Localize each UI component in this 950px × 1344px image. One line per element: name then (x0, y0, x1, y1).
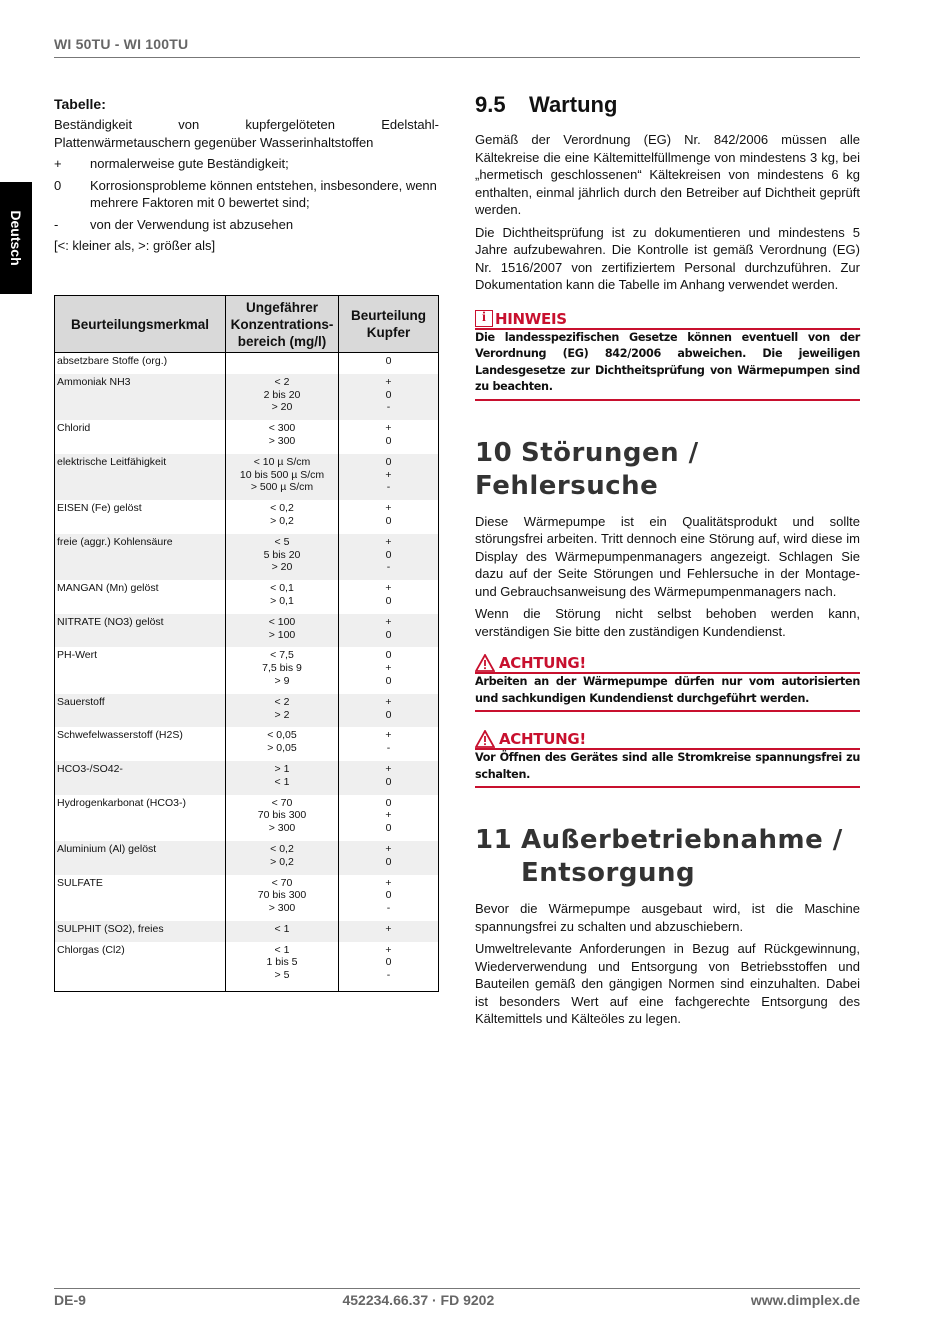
criterion-label: Chlorid (57, 422, 91, 435)
range-cell (226, 647, 339, 693)
paragraph: Die Dichtheitsprüfung ist zu dokumentieren und mindestens 5 Jahre aufzubewahren. Die Kontrolle ist gemäß Verordnung (EG) Nr. 1516/2007 von zertifiziertem Personal durchzuführen. Zur Dokumentation kann die Tabelle im Anhang verwendet werden. (475, 224, 860, 292)
range-cell (226, 420, 339, 454)
range-value: > 0,2 (270, 514, 294, 527)
chapter-10-heading (475, 437, 860, 503)
rating-value: 0 (385, 388, 392, 401)
range-value: > 5 (274, 969, 290, 982)
paragraph: Bevor die Wärmepumpe ausgebaut wird, ist die Maschine spannungsfrei zu schalten und abzuschiebern. (475, 901, 860, 934)
rating-value: + (385, 695, 392, 708)
legend-symbol: 0 (54, 177, 62, 193)
rating-value: 0 (385, 822, 392, 835)
criterion-cell (55, 353, 226, 374)
criterion-label: Chlorgas (Cl2) (57, 943, 125, 956)
page-footer (54, 1288, 860, 1308)
rating-value: 0 (385, 649, 392, 662)
range-cell (226, 942, 339, 992)
table-header-row (55, 296, 439, 353)
range-value: > 100 (268, 628, 296, 641)
range-cell (226, 694, 339, 728)
rating-value: 0 (385, 674, 392, 687)
notice-label: ACHTUNG! (499, 730, 586, 748)
range-value: > 20 (271, 401, 293, 414)
range-cell (226, 875, 339, 921)
rating-value: + (385, 842, 392, 855)
chapter-number: 10 (475, 437, 513, 468)
range-value: < 10 µ S/cm (253, 455, 311, 468)
rating-cell (339, 841, 439, 875)
range-value: > 9 (274, 674, 290, 687)
rating-cell (339, 580, 439, 614)
notice-header (475, 310, 860, 330)
range-value: > 20 (271, 561, 293, 574)
legend-item (54, 155, 439, 173)
range-value: 70 bis 300 (257, 889, 307, 902)
paragraph: Umweltrelevante Anforderungen in Bezug auf Rückgewinnung, Wiederverwendung und Entsorgung von Betriebsstoffen und Bauteilen gemäß den gängigen Normen sind einzuhalten. Dabei ist besonders Wert auf eine fachgerechte Entsorgung des Kältemittels und Kälteöles zu legen. (475, 941, 860, 1026)
criterion-cell (55, 761, 226, 795)
rating-value: 0 (385, 548, 392, 561)
rating-cell (339, 795, 439, 841)
criterion-cell (55, 534, 226, 580)
criterion-cell (55, 500, 226, 534)
rating-value: + (385, 468, 392, 481)
legend-symbol: + (54, 156, 62, 171)
criterion-cell (55, 942, 226, 992)
criterion-label: Aluminium (Al) gelöst (57, 842, 157, 855)
range-value: > 0,2 (270, 855, 294, 868)
rating-value: - (386, 561, 391, 574)
range-value: < 70 (271, 876, 293, 889)
criterion-cell (55, 727, 226, 761)
rating-cell (339, 727, 439, 761)
rating-value: + (385, 502, 392, 515)
table-row (55, 921, 439, 942)
table-row (55, 420, 439, 454)
table-row (55, 942, 439, 992)
water-resistance-table (54, 295, 439, 992)
table-heading: Tabelle: (54, 96, 106, 112)
section-number: 9.5 (475, 92, 506, 117)
criterion-cell (55, 795, 226, 841)
table-row (55, 727, 439, 761)
range-value: > 300 (268, 902, 296, 915)
range-cell (226, 795, 339, 841)
criterion-label: Sauerstoff (57, 695, 105, 708)
hinweis-notice (475, 310, 860, 401)
rating-cell (339, 921, 439, 942)
criterion-label: SULPHIT (SO2), freies (57, 922, 164, 935)
left-column (54, 94, 439, 255)
criterion-label: HCO3-/SO42- (57, 762, 123, 775)
achtung-warning (475, 730, 860, 788)
table-row (55, 500, 439, 534)
range-cell (226, 921, 339, 942)
rating-value: 0 (385, 455, 392, 468)
chapter-title-continued: Entsorgung (521, 858, 696, 888)
range-value: 1 bis 5 (266, 956, 298, 969)
rating-value: 0 (385, 775, 392, 788)
rating-value: 0 (385, 628, 392, 641)
rating-value: + (385, 582, 392, 595)
table-row (55, 614, 439, 648)
rating-value: + (385, 762, 392, 775)
range-value: 70 bis 300 (257, 809, 307, 822)
rating-value: + (385, 375, 392, 388)
legend-item (54, 216, 439, 234)
rating-value: - (386, 481, 391, 494)
table-row (55, 795, 439, 841)
range-value: < 7,5 (270, 649, 294, 662)
rating-value: + (385, 809, 392, 822)
rating-cell (339, 942, 439, 992)
chapter-title: Außerbetriebnahme / (521, 825, 843, 855)
criterion-label: NITRATE (NO3) gelöst (57, 615, 164, 628)
notice-text: Arbeiten an der Wärmepumpe dürfen nur vom autorisierten und sachkundigen Kundendienst durchgeführt werden. (475, 675, 860, 705)
language-tab (0, 182, 32, 294)
criterion-cell (55, 420, 226, 454)
rating-cell (339, 374, 439, 420)
table-row (55, 841, 439, 875)
rating-value: - (386, 969, 391, 982)
range-value: < 0,2 (270, 842, 294, 855)
range-value: > 2 (274, 708, 290, 721)
header-title: WI 50TU - WI 100TU (54, 36, 189, 52)
column-header: Beurteilung Kupfer (339, 296, 439, 353)
range-value: < 1 (274, 922, 290, 935)
rating-value: + (385, 922, 392, 935)
rating-value: + (385, 662, 392, 675)
language-tab-label: Deutsch (8, 210, 24, 266)
chapter-number: 11 (475, 825, 513, 855)
criterion-cell (55, 454, 226, 500)
document-number: 452234.66.37 · FD 9202 (342, 1292, 495, 1308)
range-value: < 1 (274, 775, 290, 788)
table-row (55, 694, 439, 728)
legend-note: [<: kleiner als, >: größer als] (54, 238, 216, 253)
rating-cell (339, 500, 439, 534)
range-value: 7,5 bis 9 (262, 662, 302, 675)
criterion-cell (55, 614, 226, 648)
table-row (55, 353, 439, 374)
range-cell (226, 374, 339, 420)
rating-value: 0 (385, 956, 392, 969)
warning-triangle-icon (475, 654, 495, 672)
table-row (55, 647, 439, 693)
legend-symbol: - (54, 216, 59, 232)
range-value: > 1 (274, 762, 290, 775)
rating-value: 0 (385, 889, 392, 902)
notice-label: ACHTUNG! (499, 654, 586, 672)
rating-value: + (385, 422, 392, 435)
range-value: < 300 (268, 422, 296, 435)
range-value: < 0,1 (270, 582, 294, 595)
range-value: > 300 (268, 822, 296, 835)
rating-value: + (385, 876, 392, 889)
criterion-cell (55, 694, 226, 728)
legend-item (54, 177, 439, 212)
rating-value: 0 (385, 434, 392, 447)
info-icon: i (475, 310, 493, 327)
range-cell (226, 454, 339, 500)
table-row (55, 374, 439, 420)
criterion-cell (55, 841, 226, 875)
range-value: 10 bis 500 µ S/cm (239, 468, 325, 481)
rating-value: 0 (385, 355, 392, 367)
range-value: 5 bis 20 (263, 548, 301, 561)
criterion-label: Schwefelwasserstoff (H2S) (57, 729, 183, 742)
rating-cell (339, 647, 439, 693)
table-body (55, 353, 439, 992)
range-value: > 0,1 (270, 594, 294, 607)
criterion-label: absetzbare Stoffe (org.) (57, 355, 168, 367)
range-value: < 5 (274, 535, 290, 548)
page-header (54, 36, 860, 58)
range-cell (226, 841, 339, 875)
range-value: > 0,05 (267, 742, 297, 755)
rating-value: 0 (385, 514, 392, 527)
paragraph: Gemäß der Verordnung (EG) Nr. 842/2006 müssen alle Kältekreise die eine Kältemittelfüllmenge von mindestens 3 kg, bei „hermetisch geschlossenen“ Kältekreisen von mindestens 6 kg enthalten, einmal jährlich durch den Betreiber auf Dichtheit geprüft werden. (475, 132, 860, 217)
criterion-cell (55, 647, 226, 693)
notice-header (475, 730, 860, 750)
table-intro: Beständigkeit von kupfergelöteten Edelstahl-Plattenwärmetauschern gegenüber Wasserinhaltstoffen (54, 117, 439, 150)
criterion-label: EISEN (Fe) gelöst (57, 502, 142, 515)
criterion-cell (55, 374, 226, 420)
rating-value: - (386, 401, 391, 414)
rating-value: - (386, 742, 391, 755)
rating-cell (339, 694, 439, 728)
range-cell (226, 353, 339, 374)
legend-text: Korrosionsprobleme können entstehen, insbesondere, wenn mehrere Faktoren mit 0 bewertet sind; (90, 177, 437, 210)
rating-value: 0 (385, 796, 392, 809)
website-link[interactable]: www.dimplex.de (750, 1292, 860, 1308)
paragraph: Wenn die Störung nicht selbst behoben werden kann, verständigen Sie bitte den zuständigen Kundendienst. (475, 606, 860, 639)
rating-cell (339, 875, 439, 921)
range-value: < 0,05 (267, 729, 297, 742)
criterion-label: MANGAN (Mn) gelöst (57, 582, 159, 595)
section-9-5-heading (475, 92, 860, 118)
rating-value: 0 (385, 855, 392, 868)
table-row (55, 454, 439, 500)
range-value: < 1 (274, 943, 290, 956)
legend-text: normalerweise gute Beständigkeit; (90, 156, 289, 171)
table-row (55, 761, 439, 795)
column-header: Ungefährer Konzentrations-bereich (mg/l) (226, 296, 339, 353)
range-value: > 300 (268, 434, 296, 447)
range-value: < 70 (271, 796, 293, 809)
page-number: DE-9 (54, 1292, 86, 1308)
table-row (55, 875, 439, 921)
chapter-title: Störungen / Fehlersuche (475, 437, 699, 501)
column-header: Beurteilungsmerkmal (55, 296, 226, 353)
range-cell (226, 500, 339, 534)
criterion-cell (55, 875, 226, 921)
rating-value: + (385, 615, 392, 628)
criterion-label: Hydrogenkarbonat (HCO3-) (57, 796, 186, 809)
table-row (55, 534, 439, 580)
rating-cell (339, 353, 439, 374)
range-cell (226, 534, 339, 580)
rating-value: + (385, 943, 392, 956)
legend-text: von der Verwendung ist abzusehen (90, 216, 294, 232)
notice-header (475, 654, 860, 674)
range-cell (226, 761, 339, 795)
range-cell (226, 580, 339, 614)
rating-cell (339, 534, 439, 580)
criterion-label: elektrische Leitfähigkeit (57, 455, 167, 468)
range-value: > 500 µ S/cm (250, 481, 314, 494)
achtung-warning (475, 654, 860, 712)
rating-value: + (385, 729, 392, 742)
chapter-11-heading (475, 824, 860, 890)
rating-value: 0 (385, 594, 392, 607)
criterion-label: PH-Wert (57, 649, 98, 662)
range-value: < 100 (268, 615, 296, 628)
range-cell (226, 614, 339, 648)
criterion-label: Ammoniak NH3 (57, 375, 131, 388)
section-title: Wartung (529, 92, 618, 117)
notice-text: Vor Öffnen des Gerätes sind alle Stromkreise spannungsfrei zu schalten. (475, 751, 860, 781)
rating-value: + (385, 535, 392, 548)
notice-label: HINWEIS (495, 309, 567, 328)
range-value: < 2 (274, 695, 290, 708)
range-value: 2 bis 20 (263, 388, 301, 401)
notice-text: Die landesspezifischen Gesetze können eventuell von der Verordnung (EG) 842/2006 abweichen. Die jeweiligen Landesgesetze zur Dichtheitsprüfung von Wärmepumpen sind zu beachten. (475, 330, 860, 393)
rating-legend (54, 155, 439, 255)
range-value: < 0,2 (270, 502, 294, 515)
rating-cell (339, 420, 439, 454)
criterion-cell (55, 921, 226, 942)
warning-triangle-icon (475, 730, 495, 748)
table-row (55, 580, 439, 614)
criterion-label: SULFATE (57, 876, 103, 889)
rating-cell (339, 614, 439, 648)
right-column (475, 92, 860, 1028)
criterion-cell (55, 580, 226, 614)
rating-cell (339, 454, 439, 500)
criterion-label: freie (aggr.) Kohlensäure (57, 535, 173, 548)
paragraph: Diese Wärmepumpe ist ein Qualitätsprodukt und sollte störungsfrei arbeiten. Tritt dennoch eine Störung auf, wird diese im Display des Wärmepumpenmanagers angezeigt. Schlagen Sie dazu auf der Seite Störungen und Fehlersuche in der Montage- und Gebrauchsanweisung des Wärmepumpenmanagers nach. (475, 513, 860, 599)
range-value: < 2 (274, 375, 290, 388)
rating-cell (339, 761, 439, 795)
range-cell (226, 727, 339, 761)
rating-value: 0 (385, 708, 392, 721)
rating-value: - (386, 902, 391, 915)
